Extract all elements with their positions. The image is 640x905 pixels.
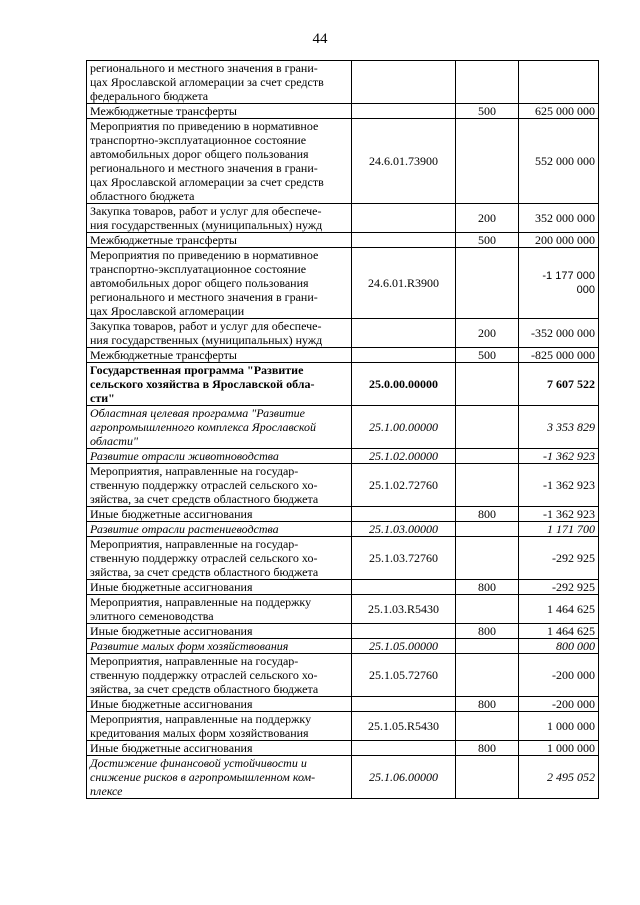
row-sum-cell: 1 464 625 [519, 624, 599, 639]
row-expense-type-cell: 800 [456, 741, 519, 756]
row-code-cell: 25.1.03.00000 [352, 522, 456, 537]
row-code-cell: 24.6.01.73900 [352, 119, 456, 204]
row-expense-type-cell: 500 [456, 348, 519, 363]
row-code-cell [352, 348, 456, 363]
row-expense-type-cell [456, 654, 519, 697]
row-code-cell: 25.1.03.R5430 [352, 595, 456, 624]
row-sum-cell: 552 000 000 [519, 119, 599, 204]
row-name-cell: Мероприятия по приведению в нормативное транспортно-эксплуатационное состояние автомобильных дорог общего пользования регионального и местного значения в грани- цах Ярославской агломерации [87, 248, 352, 319]
row-name-cell: Иные бюджетные ассигнования [87, 741, 352, 756]
row-code-cell [352, 319, 456, 348]
row-name-cell: Мероприятия по приведению в нормативное транспортно-эксплуатационное состояние автомобильных дорог общего пользования регионального и местного значения в грани- цах Ярославской агломерации за счет средств областного бюджета [87, 119, 352, 204]
row-expense-type-cell [456, 537, 519, 580]
row-code-cell: 25.1.03.72760 [352, 537, 456, 580]
row-expense-type-cell [456, 595, 519, 624]
table-row [87, 104, 599, 119]
table-row [87, 507, 599, 522]
row-code-cell [352, 233, 456, 248]
row-expense-type-cell [456, 712, 519, 741]
row-code-cell: 25.1.05.00000 [352, 639, 456, 654]
row-sum-cell: 1 000 000 [519, 712, 599, 741]
row-sum-cell [519, 61, 599, 104]
row-expense-type-cell [456, 756, 519, 799]
row-name-cell: Мероприятия, направленные на государ- ственную поддержку отраслей сельского хо- зяйства, за счет средств областного бюджета [87, 464, 352, 507]
row-expense-type-cell [456, 464, 519, 507]
row-expense-type-cell [456, 449, 519, 464]
row-expense-type-cell [456, 522, 519, 537]
budget-table-body [87, 61, 599, 799]
row-name-cell: Государственная программа "Развитие сельского хозяйства в Ярославской обла- сти" [87, 363, 352, 406]
row-sum-cell: -352 000 000 [519, 319, 599, 348]
row-expense-type-cell [456, 406, 519, 449]
row-sum-cell: 3 353 829 [519, 406, 599, 449]
row-name-cell: Развитие малых форм хозяйствования [87, 639, 352, 654]
row-code-cell [352, 580, 456, 595]
table-row [87, 119, 599, 204]
row-name-cell: Межбюджетные трансферты [87, 348, 352, 363]
table-row [87, 639, 599, 654]
row-name-cell: Развитие отрасли растениеводства [87, 522, 352, 537]
row-name-cell: Мероприятия, направленные на поддержку кредитования малых форм хозяйствования [87, 712, 352, 741]
row-expense-type-cell: 800 [456, 697, 519, 712]
page-number: 44 [312, 31, 328, 47]
row-code-cell: 25.0.00.00000 [352, 363, 456, 406]
table-row [87, 741, 599, 756]
row-name-cell: Иные бюджетные ассигнования [87, 697, 352, 712]
table-row [87, 406, 599, 449]
row-code-cell [352, 507, 456, 522]
row-expense-type-cell: 500 [456, 104, 519, 119]
table-row [87, 624, 599, 639]
row-sum-cell: -825 000 000 [519, 348, 599, 363]
row-code-cell: 25.1.05.72760 [352, 654, 456, 697]
row-expense-type-cell [456, 639, 519, 654]
row-code-cell: 25.1.00.00000 [352, 406, 456, 449]
row-sum-cell: -200 000 [519, 654, 599, 697]
row-expense-type-cell: 800 [456, 507, 519, 522]
table-row [87, 595, 599, 624]
row-code-cell [352, 624, 456, 639]
row-code-cell: 25.1.05.R5430 [352, 712, 456, 741]
row-name-cell: Мероприятия, направленные на государ- ственную поддержку отраслей сельского хо- зяйства, за счет средств областного бюджета [87, 537, 352, 580]
row-name-cell: регионального и местного значения в грани- цах Ярославской агломерации за счет средств федерального бюджета [87, 61, 352, 104]
row-name-cell: Достижение финансовой устойчивости и снижение рисков в агропромышленном ком- плексе [87, 756, 352, 799]
table-row [87, 580, 599, 595]
row-name-cell: Закупка товаров, работ и услуг для обеспече- ния государственных (муниципальных) нужд [87, 319, 352, 348]
table-row [87, 756, 599, 799]
row-sum-cell: 7 607 522 [519, 363, 599, 406]
row-sum-cell: 2 495 052 [519, 756, 599, 799]
table-row [87, 61, 599, 104]
row-sum-cell: 352 000 000 [519, 204, 599, 233]
row-code-cell [352, 61, 456, 104]
row-sum-cell: -1 362 923 [519, 507, 599, 522]
row-name-cell: Закупка товаров, работ и услуг для обеспече- ния государственных (муниципальных) нужд [87, 204, 352, 233]
row-sum-cell: -1 177 000 000 [519, 248, 599, 319]
row-sum-cell: 1 171 700 [519, 522, 599, 537]
row-code-cell: 25.1.06.00000 [352, 756, 456, 799]
row-sum-cell: -1 362 923 [519, 449, 599, 464]
table-row [87, 522, 599, 537]
row-sum-cell: 800 000 [519, 639, 599, 654]
row-name-cell: Развитие отрасли животноводства [87, 449, 352, 464]
row-code-cell [352, 204, 456, 233]
table-row [87, 449, 599, 464]
row-expense-type-cell: 200 [456, 204, 519, 233]
row-sum-cell: 1 000 000 [519, 741, 599, 756]
row-expense-type-cell [456, 61, 519, 104]
table-row [87, 654, 599, 697]
row-name-cell: Межбюджетные трансферты [87, 233, 352, 248]
row-expense-type-cell: 200 [456, 319, 519, 348]
row-sum-cell: 625 000 000 [519, 104, 599, 119]
row-code-cell: 25.1.02.72760 [352, 464, 456, 507]
table-row [87, 248, 599, 319]
row-name-cell: Областная целевая программа "Развитие агропромышленного комплекса Ярославской области" [87, 406, 352, 449]
table-row [87, 464, 599, 507]
row-name-cell: Иные бюджетные ассигнования [87, 507, 352, 522]
row-name-cell: Мероприятия, направленные на государ- ственную поддержку отраслей сельского хо- зяйства, за счет средств областного бюджета [87, 654, 352, 697]
budget-table [86, 60, 599, 799]
row-expense-type-cell: 800 [456, 624, 519, 639]
row-sum-cell: -292 925 [519, 580, 599, 595]
row-code-cell [352, 697, 456, 712]
row-name-cell: Иные бюджетные ассигнования [87, 580, 352, 595]
row-sum-cell: 200 000 000 [519, 233, 599, 248]
row-expense-type-cell [456, 248, 519, 319]
table-row [87, 363, 599, 406]
row-sum-cell: -1 362 923 [519, 464, 599, 507]
row-sum-cell: 1 464 625 [519, 595, 599, 624]
row-code-cell: 24.6.01.R3900 [352, 248, 456, 319]
row-code-cell: 25.1.02.00000 [352, 449, 456, 464]
table-row [87, 233, 599, 248]
row-sum-cell: -200 000 [519, 697, 599, 712]
row-expense-type-cell: 800 [456, 580, 519, 595]
row-expense-type-cell: 500 [456, 233, 519, 248]
table-row [87, 319, 599, 348]
table-row [87, 537, 599, 580]
row-name-cell: Мероприятия, направленные на поддержку элитного семеноводства [87, 595, 352, 624]
row-code-cell [352, 104, 456, 119]
table-row [87, 348, 599, 363]
table-row [87, 204, 599, 233]
row-name-cell: Иные бюджетные ассигнования [87, 624, 352, 639]
row-name-cell: Межбюджетные трансферты [87, 104, 352, 119]
row-expense-type-cell [456, 119, 519, 204]
row-sum-cell: -292 925 [519, 537, 599, 580]
row-expense-type-cell [456, 363, 519, 406]
row-code-cell [352, 741, 456, 756]
table-row [87, 712, 599, 741]
table-row [87, 697, 599, 712]
